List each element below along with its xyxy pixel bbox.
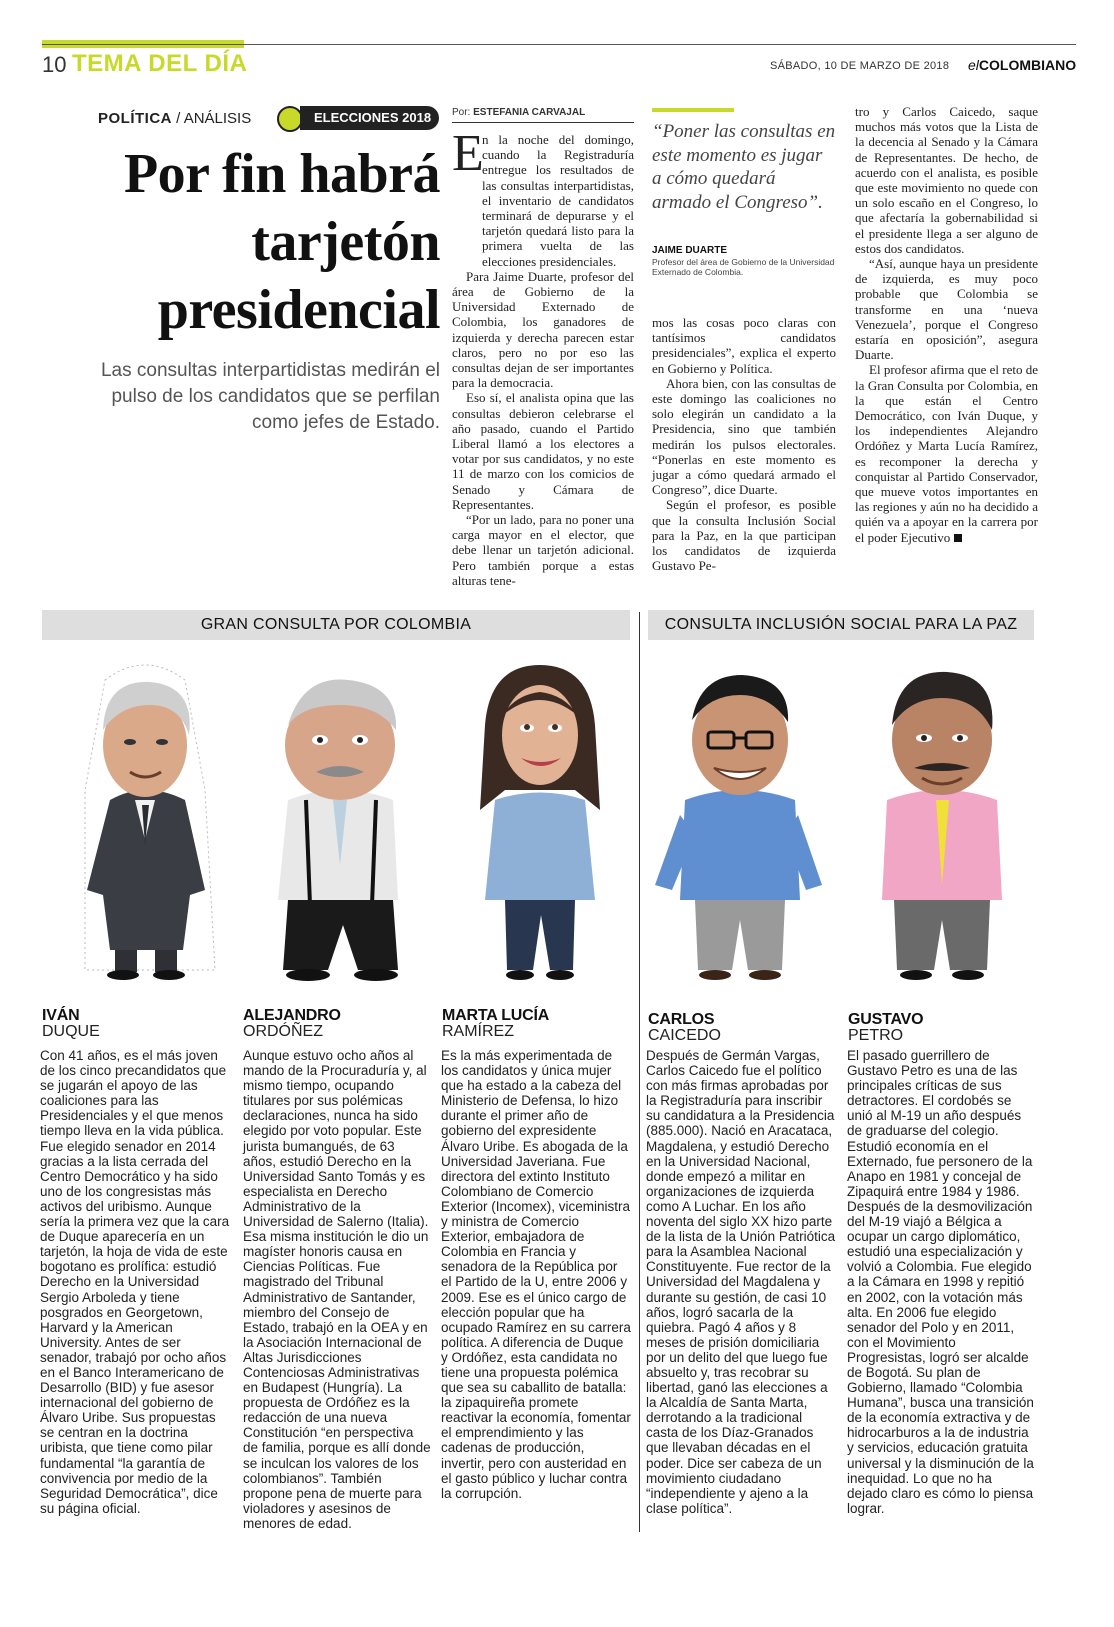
candidate-name-petro (848, 1012, 923, 1044)
pullquote-author: JAIME DUARTE (652, 245, 728, 256)
masthead-el: el (968, 57, 979, 73)
elections-badge: ELECCIONES 2018 (300, 106, 439, 130)
candidate-first-name: ALEJANDRO (243, 1007, 341, 1024)
byline-author: ESTEFANIA CARVAJAL (473, 107, 586, 118)
page-number: 10 (42, 52, 67, 77)
candidate-last-name: DUQUE (42, 1023, 100, 1040)
kicker (98, 110, 251, 127)
article-paragraph-text: El profesor afirma que el reto de la Gran Consulta por Colombia, en la que están el Centro Democrático, con Iván Duque, y los independientes Alejandro Ordóñez y Marta Lucía Ramírez, es recomponer la derecha y conquistar al Partido Conservador, que mueve votos importantes en las regiones y aún no ha decidido a quién va a apoyar en la carrera por el poder Ejecutivo (855, 362, 1038, 545)
article-paragraph: “Así, aunque haya un presidente de izquierda, es muy poco probable que Colombia se transforme en una ‘nueva Venezuela’, porque el Congreso estaría en oposición”, asegura Duarte. (855, 256, 1038, 363)
candidate-last-name: RAMÍREZ (442, 1023, 514, 1040)
duque-caricature (55, 650, 235, 995)
article-paragraph: Ahora bien, con las consultas de este domingo las coaliciones no solo elegirán un candidato a la Presidencia, sino que también medirán los pulsos electorales. “Ponerlas en este momento es jugar a cómo quedará armado el Congreso”, dice Duarte. (652, 375, 836, 498)
kicker-category: POLÍTICA (98, 110, 172, 127)
candidate-first-name: IVÁN (42, 1007, 80, 1024)
date-line: SÁBADO, 10 DE MARZO DE 2018 (770, 60, 950, 72)
candidate-name-caicedo (648, 1012, 721, 1044)
byline (452, 107, 585, 118)
candidate-name-ramirez (442, 1008, 549, 1040)
petro-caricature (852, 650, 1032, 995)
article-paragraph: “Por un lado, para no poner una carga mayor en el elector, que debe llenar un tarjetón adicional. Pero también porque a estas alturas tene- (452, 512, 634, 588)
article-column-1 (452, 125, 634, 588)
byline-prefix: Por: (452, 107, 474, 118)
candidate-bio-petro (847, 1048, 1035, 1516)
article-paragraph: Para Jaime Duarte, profesor del área de Gobierno de la Universidad Externado de Colombia, los ganadores de izquierda y derecha parecen estar claros, pero no por eso las consultas dejan de ser importantes para la democracia. (452, 268, 634, 391)
ordonez-caricature (248, 650, 433, 995)
section-bar-gran-consulta: GRAN CONSULTA POR COLOMBIA (42, 610, 630, 640)
candidate-bio-ramirez (441, 1048, 631, 1501)
candidate-last-name: CAICEDO (648, 1027, 721, 1044)
candidate-last-name: PETRO (848, 1027, 904, 1044)
candidate-bio-duque (40, 1048, 230, 1516)
candidate-name-duque (42, 1008, 100, 1040)
headline-line-2: tarjetón (251, 211, 440, 273)
column-divider (639, 612, 640, 1532)
candidate-bio-caicedo (646, 1048, 836, 1516)
article-column-3 (855, 104, 1038, 545)
section-title: TEMA DEL DÍA (72, 50, 248, 77)
kicker-subcategory: ANÁLISIS (183, 110, 252, 127)
article-paragraph: tro y Carlos Caicedo, saque muchos más votos que la Lista de la decencia al Senado y la Cámara de Representantes. De hecho, de acuerdo con el analista, es posible que este movimiento no quede con un solo escaño en el Congreso, lo que afectaría la gobernabilidad si el presidente llega a ser alguno de estos dos candidatos. (855, 104, 1038, 256)
byline-rule (452, 122, 634, 123)
kicker-separator: / (172, 110, 184, 127)
article-paragraph: mos las cosas poco claras con tantísimos candidatos presidenciales”, explica el experto en Gobierno y Política. (652, 315, 836, 376)
article-paragraph: Eso sí, el analista opina que las consultas debieron celebrarse el año pasado, cuando el Partido Liberal llamó a los electores a votar por sus candidatos, y no este 11 de marzo con los comicios de Senado y Cámara de Representantes. (452, 390, 634, 512)
headline-line-3: presidencial (157, 279, 440, 341)
article-paragraph: Según el profesor, es posible que la consulta Inclusión Social para la Paz, en la que participan los candidatos de izquierda Gustavo Pe- (652, 497, 836, 574)
header-rule (42, 44, 1076, 45)
candidate-first-name: CARLOS (648, 1011, 715, 1028)
candidate-last-name: ORDÓÑEZ (243, 1023, 323, 1040)
candidate-bio-ordonez (243, 1048, 431, 1531)
bio-text: Es la más experimentada de los candidatos y única mujer que ha estado a la cabeza del Ministerio de Defensa, lo hizo durante el primer año de gobierno del expresidente Álvaro Uribe. Es abogada de la Universidad Javeriana. Fue directora del extinto Instituto Colombiano de Comercio Exterior (Incomex), viceministra y ministra de Comercio Exterior, embajadora de Colombia en Francia y senadora de la República por el Partido de la U, entre 2006 y 2009. Ese es el único cargo de elección popular que ha ocupado Ramírez en su carrera política. A diferencia de Duque y Ordóñez, esta candidata no tiene una propuesta polémica que sea su caballito de batalla: la zipaquireña promete reactivar la economía, fomentar el emprendimiento y las cadenas de producción, invertir, pero con austeridad en el gasto público y luchar contra la corrupción. (441, 1048, 631, 1501)
pullquote-role: Profesor del área de Gobierno de la Universidad Externado de Colombia. (652, 257, 835, 277)
bio-text: El pasado guerrillero de Gustavo Petro es una de las principales críticas de sus detractores. El cordobés se unió al M-19 un año después de graduarse del colegio. Estudió economía en el Externado, fue personero de la Anapo en 1981 y concejal de Zipaquirá entre 1984 y 1986. Después de la desmovilización del M-19 viajó a Bélgica a ocupar un cargo diplomático, estudió una especialización y volvió a Colombia. Fue elegido a la Cámara en 1998 y repitió en 2002, con la votación más alta. En 2006 fue elegido senador del Polo y en 2011, con el Movimiento Progresistas, logró ser alcalde de Bogotá. Su plan de Gobierno, llamado “Colombia Humana”, busca una transición de la economía extractiva y de hidrocarburos a la de industria y servicios, educación gratuita universal y la disminución de la inequidad. Lo que no ha dejado claro es cómo lo piensa lograr. (847, 1048, 1034, 1516)
ramirez-caricature (455, 650, 625, 995)
bio-text: Aunque estuvo ocho años al mando de la Procuraduría y, al mismo tiempo, ocupando titulares por sus polémicas declaraciones, nunca ha sido elegido por voto popular. Este jurista bumangués, de 63 años, estudió Derecho en la Universidad Santo Tomás y es especialista en Derecho Administrativo de la Universidad de Salerno (Italia). Esa misma institución le dio un magíster honoris causa en Ciencias Políticas. Fue magistrado del Tribunal Administrativo de Santander, miembro del Consejo de Estado, trabajó en la OEA y en la Asociación Internacional de Altas Jurisdicciones Contenciosas Administrativas en Budapest (Hungría). La propuesta de Ordóñez es la redacción de una nueva Constitución “en perspectiva de familia, porque es allí donde se inculcan los valores de los colombianos”. También propone pena de muerte para violadores y asesinos de menores de edad. (243, 1048, 431, 1531)
subheadline: Las consultas interpartidistas medirán el pulso de los candidatos que se perfilan como jefes de Estado. (100, 360, 440, 433)
candidate-name-ordonez (243, 1008, 341, 1040)
section-bar-inclusion-social: CONSULTA INCLUSIÓN SOCIAL PARA LA PAZ (648, 610, 1034, 640)
candidate-first-name: MARTA LUCÍA (442, 1007, 550, 1024)
drop-cap: E (452, 125, 484, 182)
candidate-first-name: GUSTAVO (848, 1011, 924, 1028)
pullquote-rule (652, 108, 734, 112)
article-paragraph: n la noche del domingo, cuando la Registraduría entregue los resultados de las consultas interpartidistas, el inventario de candidatos terminará de depurarse y el tarjetón quedará listo para la primera vuelta de las elecciones presidenciales. (482, 132, 634, 269)
headline (40, 140, 440, 344)
masthead (968, 57, 1076, 73)
caicedo-caricature (650, 650, 830, 995)
bio-text: Después de Germán Vargas, Carlos Caicedo fue el político con más firmas aprobadas por la Registraduría para inscribir su candidatura a la Presidencia (885.000). Nació en Aracataca, Magdalena, y estudió Derecho en la Universidad Nacional, donde empezó a militar en organizaciones de izquierda como A Luchar. En los año noventa del siglo XX hizo parte de la lista de la Unión Patriótica para la Asamblea Nacional Constituyente. Fue rector de la Universidad del Magdalena y durante su gestión, de casi 10 años, logró sacarla de la quiebra. Pagó 4 años y 8 meses de prisión domiciliaria por un delito del que luego fue absuelto y, tras recobrar su libertad, ganó las elecciones a la Alcaldía de Santa Marta, derrotando a la tradicional casta de los Díaz-Granados que llevaban décadas en el poder. Dice ser cabeza de un movimiento ciudadano “independiente y ajeno a la clase política”. (646, 1048, 836, 1516)
pullquote: “Poner las consultas en este momento es jugar a cómo quedará armado el Congreso”. (652, 121, 836, 213)
article-paragraph (855, 362, 1038, 544)
bio-text: Con 41 años, es el más joven de los cinco precandidatos que se jugarán el apoyo de las coaliciones para las Presidenciales y el que menos tiempo lleva en la vida pública. Fue elegido senador en 2014 gracias a la lista cerrada del Centro Democrático y ha sido uno de los congresistas más activos del uribismo. Aunque sería la primera vez que la cara de Duque aparecería en un tarjetón, la hoja de vida de este bogotano es prolífica: estudió Derecho en la Universidad Sergio Arboleda y tiene posgrados en Georgetown, Harvard y la American University. Antes de ser senador, trabajó por ocho años en el Banco Interamericano de Desarrollo (BID) y fue asesor internacional del gobierno de Álvaro Uribe. Sus propuestas se centran en la doctrina uribista, que tiene como pilar fundamental “la garantía de convivencia por medio de la Seguridad Democrática”, dice su página oficial. (40, 1048, 230, 1516)
masthead-name: COLOMBIANO (978, 57, 1077, 73)
end-mark-icon (954, 534, 962, 542)
headline-line-1: Por fin habrá (123, 143, 440, 205)
article-column-2 (652, 315, 836, 573)
